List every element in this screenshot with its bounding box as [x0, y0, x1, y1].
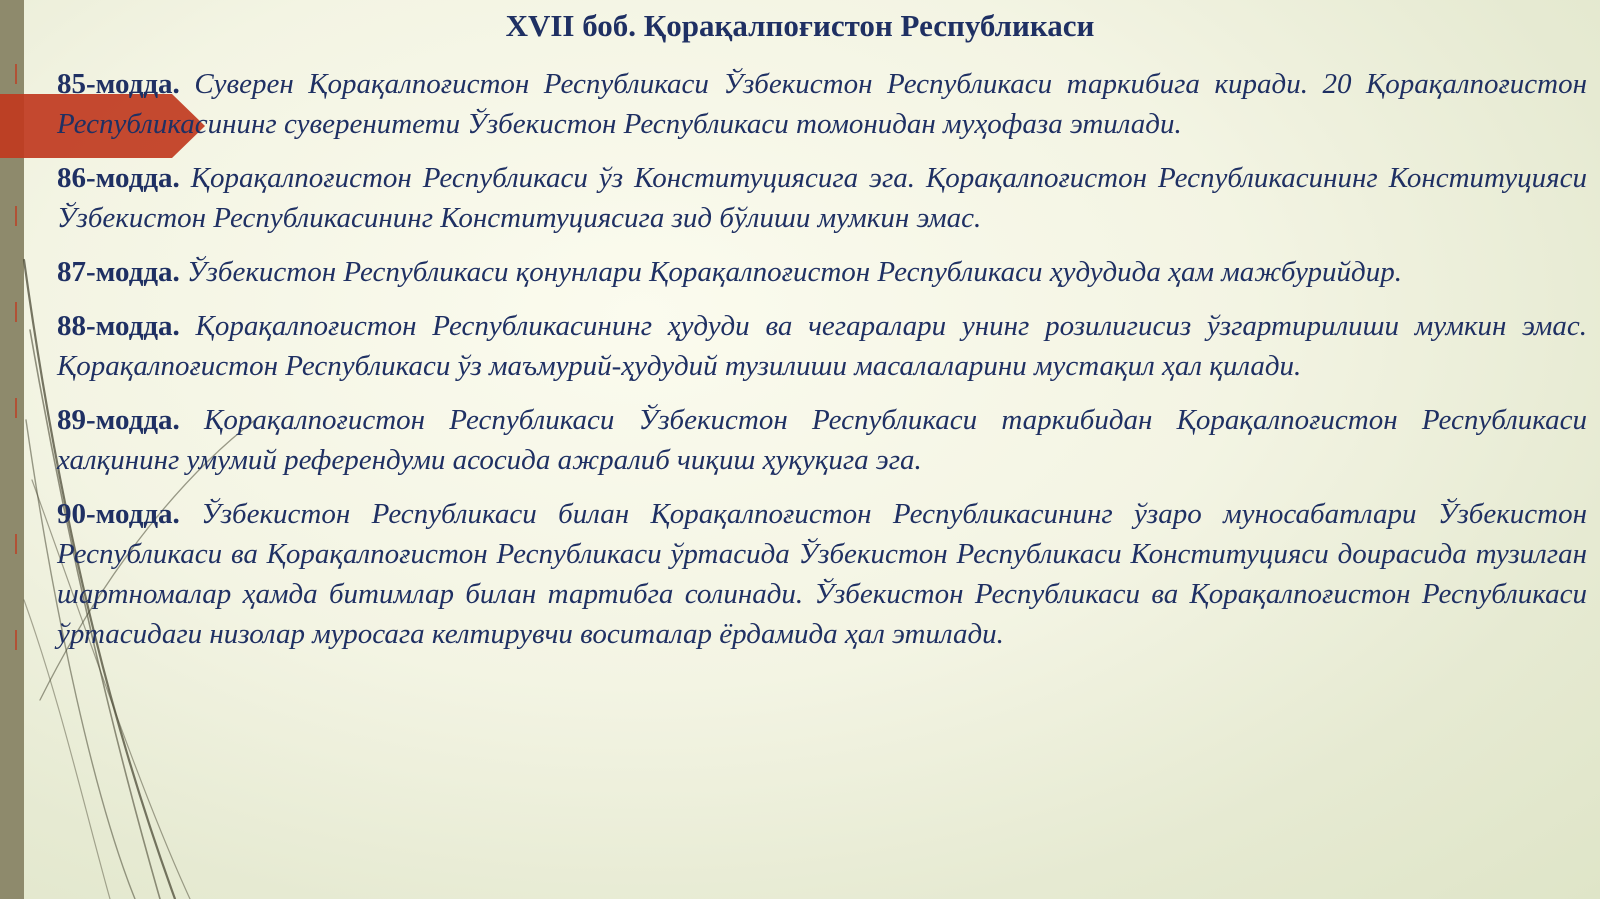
article-text: Ўзбекистон Республикаси билан Қорақалпоғистон Республикасининг ўзаро муносабатлари Ўзбекистон Республикаси ва Қорақалпоғистон Республикаси ўртасида Ўзбекистон Республикаси Конституцияси доирасида тузилган шартномалар ҳамда битимлар билан тартибга солинади. Ўзбекистон Республикаси ва Қорақалпоғистон Республикаси ўртасидаги низолар муросага келтирувчи воситалар ёрдамида ҳал этилади.	[57, 498, 1587, 650]
article-text: Қорақалпоғистон Республикасининг ҳудуди ва чегаралари унинг розилигисиз ўзгартирилиши мумкин эмас. Қорақалпоғистон Республикаси ўз маъмурий-ҳудудий тузилиши масалаларини мустақил ҳал қилади.	[57, 310, 1587, 382]
article-number: 88-модда.	[57, 310, 180, 342]
article-number: 87-модда.	[57, 256, 180, 288]
article-87	[57, 252, 1587, 292]
article-number: 90-модда.	[57, 498, 180, 530]
article-88	[57, 306, 1587, 386]
article-text: Қорақалпоғистон Республикаси ўз Конституциясига эга. Қорақалпоғистон Республикасининг Конституцияси Ўзбекистон Республикасининг Конституциясига зид бўлиши мумкин эмас.	[57, 162, 1587, 234]
articles-list	[57, 64, 1587, 668]
article-number: 89-модда.	[57, 404, 180, 436]
article-text: Қорақалпоғистон Республикаси Ўзбекистон Республикаси таркибидан Қорақалпоғистон Республикаси халқининг умумий референдуми асосида ажралиб чиқиш ҳуқуқига эга.	[57, 404, 1587, 476]
article-89	[57, 400, 1587, 480]
article-number: 86-модда.	[57, 162, 180, 194]
article-text: Ўзбекистон Республикаси қонунлари Қорақалпоғистон Республикаси ҳудудида ҳам мажбурийдир.	[179, 256, 1402, 288]
article-90	[57, 494, 1587, 654]
article-85	[57, 64, 1587, 144]
article-86	[57, 158, 1587, 238]
page-title: XVII боб. Қорақалпоғистон Республикаси	[505, 8, 1095, 43]
article-number: 85-модда.	[57, 68, 180, 100]
article-text: Суверен Қорақалпоғистон Республикаси Ўзбекистон Республикаси таркибига киради. 20 Қорақалпоғистон Республикасининг суверенитети Ўзбекистон Республикаси томонидан муҳофаза этилади.	[57, 68, 1587, 140]
